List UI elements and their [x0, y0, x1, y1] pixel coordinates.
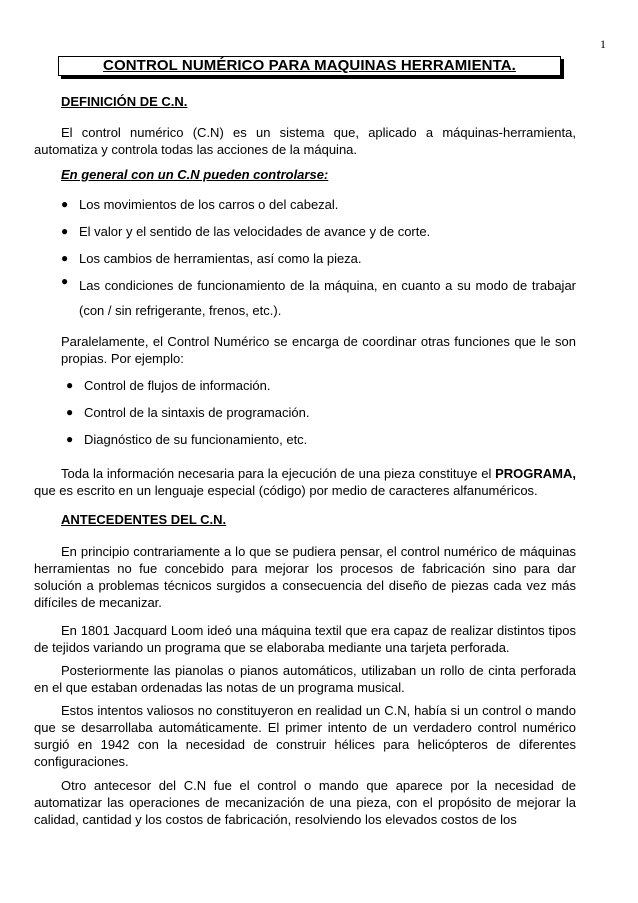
definicion-heading: DEFINICIÓN DE C.N. — [61, 94, 188, 109]
programa-paragraph — [34, 465, 576, 499]
antecedentes-paragraph: Otro antecesor del C.N fue el control o mando que aparece por la necesidad de automatizar las operaciones de mecanización de una pieza, con el propósito de mejorar la calidad, cantidad y los costos de fabricación, resolviendo los elevados costos de los — [34, 778, 576, 827]
definicion-paragraph: El control numérico (C.N) es un sistema que, aplicado a máquinas-herramienta, automatiza y controla todas las acciones de la máquina. — [34, 125, 576, 157]
antecedentes-paragraph: En principio contrariamente a lo que se pudiera pensar, el control numérico de máquinas herramientas no fue concebido para mejorar los procesos de fabricación sino para dar solución a problemas técnicos surgidos a consecuencia del diseño de piezas cada vez más difíciles de mecanizar. — [34, 544, 576, 610]
otras-funciones-paragraph: Paralelamente, el Control Numérico se encarga de coordinar otras funciones que le son propias. Por ejemplo: — [61, 334, 576, 366]
bullet-icon: ● — [61, 224, 69, 238]
list-item: ● Control de la sintaxis de programación. — [66, 405, 310, 420]
bullet-icon: ● — [66, 378, 74, 392]
controlables-heading: En general con un C.N pueden controlarse: — [61, 167, 329, 182]
list-item: ● Las condiciones de funcionamiento de la máquina, en cuanto a su modo de trabajar (con / sin refrigerante, frenos, etc.). — [61, 274, 576, 318]
antecedentes-paragraph: En 1801 Jacquard Loom ideó una máquina textil que era capaz de realizar distintos tipos de tejidos variando un programa que se elaboraba mediante una tarjeta perforada. — [34, 623, 576, 655]
otras-funciones-list — [66, 377, 576, 448]
document-title: CONTROL NUMÉRICO PARA MAQUINAS HERRAMIENTA. — [58, 56, 561, 76]
controlables-list — [61, 196, 576, 323]
bullet-icon: ● — [66, 432, 74, 446]
programa-text-after: que es escrito en un lenguaje especial (código) por medio de caracteres alfanuméricos. — [34, 483, 538, 498]
antecedentes-paragraph: Estos intentos valiosos no constituyeron en realidad un C.N, había si un control o mando que se desarrollaba automáticamente. El primer intento de un verdadero control numérico surgió en 1942 con la necesidad de construir hélices para helicópteros de diferentes configuraciones. — [34, 703, 576, 769]
bullet-icon: ● — [61, 274, 69, 288]
list-item: ● Los movimientos de los carros o del cabezal. — [61, 197, 339, 212]
list-item: ● El valor y el sentido de las velocidades de avance y de corte. — [61, 224, 431, 239]
antecedentes-paragraph: Posteriormente las pianolas o pianos automáticos, utilizaban un rollo de cinta perforada en el que estaban ordenadas las notas de un programa musical. — [34, 663, 576, 695]
list-item: ● Los cambios de herramientas, así como la pieza. — [61, 251, 362, 266]
bullet-icon: ● — [66, 405, 74, 419]
programa-text-before: Toda la información necesaria para la ejecución de una pieza constituye el — [61, 466, 496, 481]
programa-keyword: PROGRAMA, — [495, 466, 576, 481]
bullet-icon: ● — [61, 197, 69, 211]
antecedentes-heading: ANTECEDENTES DEL C.N. — [61, 512, 227, 527]
bullet-icon: ● — [61, 251, 69, 265]
page-number: 1 — [600, 37, 606, 51]
list-item: ● Diagnóstico de su funcionamiento, etc. — [66, 432, 308, 447]
list-item: ● Control de flujos de información. — [66, 378, 271, 393]
